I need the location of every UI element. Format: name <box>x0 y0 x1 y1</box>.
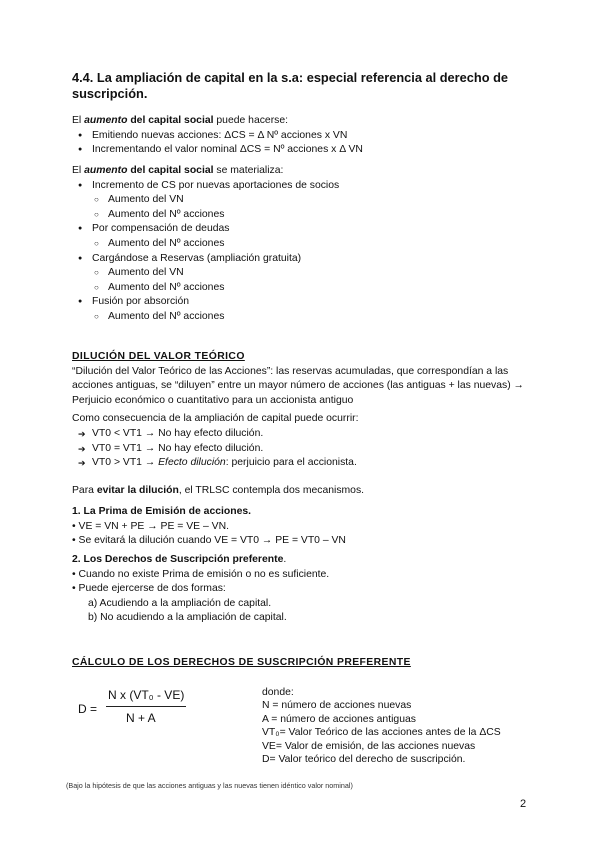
legend-line: N = número de acciones nuevas <box>262 700 412 712</box>
intro-paragraph-1 <box>72 114 542 129</box>
sub-list-item: ○ Aumento del Nº acciones <box>72 237 542 252</box>
sub-list-item: ○ Aumento del Nº acciones <box>72 208 542 223</box>
mechanism-2 <box>72 553 542 626</box>
case-item <box>72 456 542 471</box>
list-item: ● Incrementando el valor nominal ΔCS = Nº acciones x Δ VN <box>72 143 542 158</box>
formula-legend <box>262 686 542 766</box>
formula-lhs: D = <box>78 702 98 716</box>
list-item: ● Emitiendo nuevas acciones: ΔCS = Δ Nº acciones x VN <box>72 129 542 144</box>
avoid-paragraph <box>72 484 542 499</box>
intro-aumento-2 <box>72 164 542 325</box>
intro-aumento-1 <box>72 114 542 158</box>
formula-numerator: N x (VT₀ - VE) <box>108 688 185 702</box>
mechanism-2-option: a) Acudiendo a la ampliación de capital. <box>88 597 272 609</box>
intro2-post: se materializa: <box>213 165 284 176</box>
case-text: VT0 < VT1 → No hay efecto dilución. <box>92 427 264 439</box>
legend-line: VT₀= Valor Teórico de las acciones antes de la ΔCS <box>262 727 501 739</box>
calculo-heading: CÁLCULO DE LOS DERECHOS DE SUSCRIPCIÓN PREFERENTE <box>72 657 411 668</box>
sub-list-item: ○ Aumento del Nº acciones <box>72 310 542 325</box>
list-aumento-formas <box>72 129 542 158</box>
avoid-text <box>72 484 542 499</box>
sub-list-item: ○ Aumento del VN <box>72 193 542 208</box>
case-after: : perjuicio para el accionista. <box>225 457 357 469</box>
avoid-pre: Para <box>72 485 97 496</box>
list-materializa <box>72 179 542 325</box>
dilucion-paragraph: “Dilución del Valor Teórico de las Acciones”: las reservas acumuladas, que correspondían a las acciones antiguas, se “diluyen” entre un mayor número de acciones (las antiguas + las nuevas) → Perjuicio económico o cuantitativo para un accionista antiguo <box>72 365 524 406</box>
dilucion-heading: DILUCIÓN DEL VALOR TEÓRICO <box>72 351 245 362</box>
intro1-post: puede hacerse: <box>213 115 289 126</box>
mechanism-2-title-end: . <box>283 554 287 565</box>
list-item: ● Por compensación de deudas <box>72 222 542 237</box>
section-title <box>72 70 542 102</box>
mechanism-1 <box>72 505 542 549</box>
mechanism-1-line: • Se evitará la dilución cuando VE = VT0 → PE = VT0 – VN <box>72 535 346 547</box>
avoid-post: , el TRLSC contempla dos mecanismos. <box>178 485 365 496</box>
mechanism-1-title: 1. La Prima de Emisión de acciones. <box>72 506 252 517</box>
intro2-pre: El <box>72 165 85 176</box>
list-item: ● Incremento de CS por nuevas aportaciones de socios <box>72 179 542 194</box>
mechanism-2-option: b) No acudiendo a la ampliación de capital. <box>88 612 287 624</box>
legend-line: VE= Valor de emisión, de las acciones nuevas <box>262 740 476 752</box>
intro1-keyword: aumento <box>84 115 128 126</box>
calculo-formula-block <box>72 686 542 766</box>
legend-line: donde: <box>262 687 294 698</box>
footnote: (Bajo la hipótesis de que las acciones antiguas y las nuevas tienen idéntico valor nominal) <box>66 781 353 790</box>
mechanism-2-line: • Puede ejercerse de dos formas: <box>72 583 226 595</box>
calculo-heading-block <box>72 656 542 671</box>
case-item <box>72 427 542 442</box>
sub-list-item: ○ Aumento del Nº acciones <box>72 281 542 296</box>
intro2-capital-social: del capital social <box>127 165 214 176</box>
intro1-capital-social: del capital social <box>127 115 214 126</box>
case-item <box>72 442 542 457</box>
sub-list-item: ○ Aumento del VN <box>72 266 542 281</box>
list-item: ● Cargándose a Reservas (ampliación gratuita) <box>72 252 542 267</box>
mechanism-2-line: • Cuando no existe Prima de emisión o no es suficiente. <box>72 568 330 580</box>
mechanism-2-title-text: 2. Los Derechos de Suscripción preferente <box>72 554 284 565</box>
page-number: 2 <box>520 798 527 810</box>
list-item: ● Fusión por absorción <box>72 295 542 310</box>
consequence-text: Como consecuencia de la ampliación de capital puede ocurrir: <box>72 413 359 425</box>
formula <box>72 686 252 736</box>
mechanism-2-title <box>72 553 542 568</box>
case-emphasis: Efecto dilución <box>158 457 226 469</box>
dilucion-cases <box>72 427 542 471</box>
footnote-block <box>66 781 536 791</box>
formula-denominator: N + A <box>126 711 156 725</box>
legend-line: A = número de acciones antiguas <box>262 713 416 725</box>
intro1-pre: El <box>72 115 85 126</box>
intro-paragraph-2 <box>72 164 542 179</box>
intro2-keyword: aumento <box>84 165 128 176</box>
fraction-bar <box>106 706 186 707</box>
legend-line: D= Valor teórico del derecho de suscripción. <box>262 754 466 766</box>
mechanism-1-line: • VE = VN + PE → PE = VE – VN. <box>72 520 229 532</box>
avoid-keyword: evitar la dilución <box>96 485 179 496</box>
dilucion-section <box>72 350 542 471</box>
case-text: VT0 > VT1 → <box>92 457 159 469</box>
page-title: 4.4. La ampliación de capital en la s.a: especial referencia al derecho de suscripción. <box>72 70 509 101</box>
case-text: VT0 = VT1 → No hay efecto dilución. <box>92 442 264 454</box>
